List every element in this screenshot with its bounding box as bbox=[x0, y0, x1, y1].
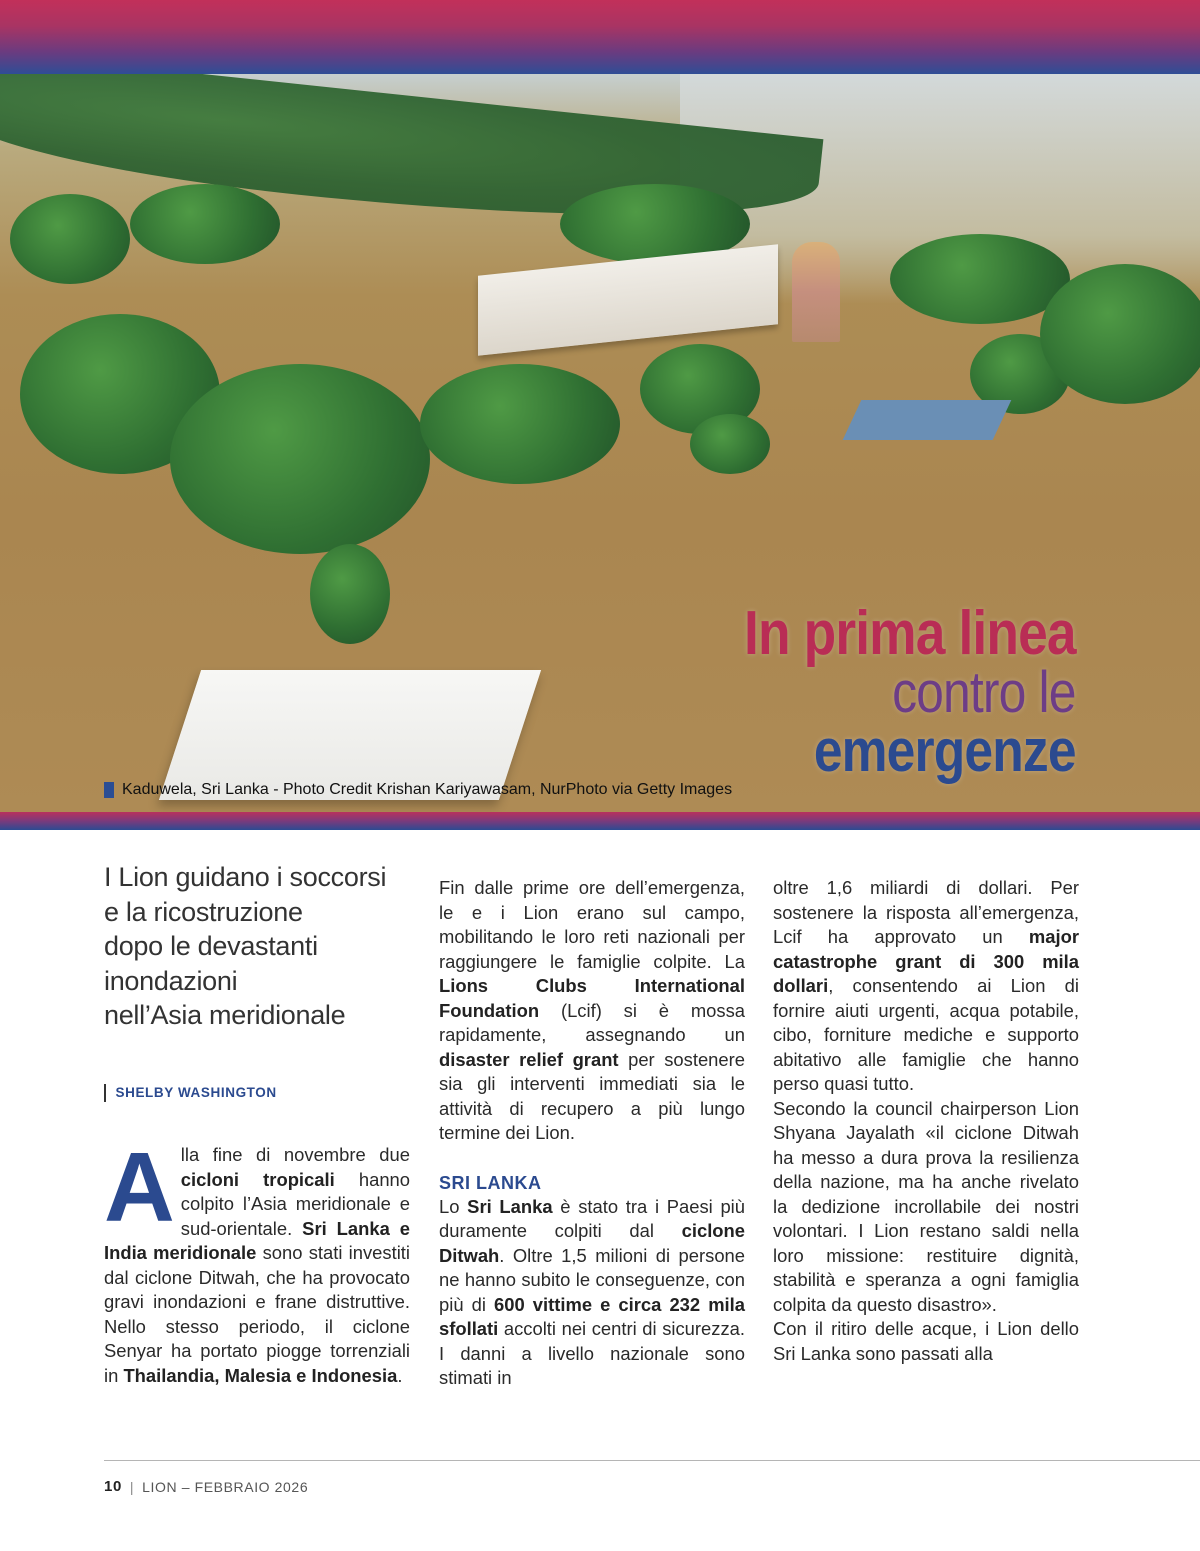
byline-bar bbox=[104, 1084, 106, 1102]
bold-text: 600 vittime e circa 232 mila sfollati bbox=[439, 1293, 746, 1339]
deck-line: dopo le devastanti bbox=[104, 931, 318, 961]
photo-caption bbox=[104, 781, 732, 799]
body-text: . Oltre 1,5 milioni di persone ne hanno subito le conseguenze, con più di bbox=[439, 1244, 745, 1315]
title-line-3: emergenze bbox=[814, 716, 1076, 784]
body-text: accolti nei centri di sicurezza. I danni a livello nazionale sono stimati in bbox=[439, 1318, 745, 1388]
column-3 bbox=[773, 876, 1079, 1366]
page-footer bbox=[104, 1478, 308, 1495]
bold-text: disaster relief grant bbox=[439, 1048, 619, 1070]
intro-paragraph bbox=[104, 1132, 410, 1388]
hero-photo bbox=[0, 74, 1200, 812]
photo-tree bbox=[310, 544, 390, 644]
photo-tree bbox=[690, 414, 770, 474]
footer-rule bbox=[104, 1460, 1200, 1461]
paragraph: Secondo la council chairperson Lion Shyana Jayalath «il ciclone Ditwah ha messo a dura prova la resilienza della nazione, ma ha anche rivelato la dedizione incrollabile dei nostri volontari. I Lion restano saldi nella loro missione: restituire dignità, stabilità e speranza a ogni famiglia colpita da questo disastro». bbox=[773, 1097, 1079, 1315]
author-name: SHELBY WASHINGTON bbox=[115, 1084, 277, 1100]
deck-line: I Lion guidano i soccorsi bbox=[104, 862, 387, 892]
column-1 bbox=[104, 860, 410, 1388]
photo-temple-tower bbox=[792, 242, 840, 342]
photo-shed bbox=[843, 400, 1012, 440]
bold-text: ciclone Ditwah bbox=[439, 1220, 745, 1266]
body-text: (Lcif) si è mossa rapidamente, assegnando un bbox=[439, 999, 745, 1045]
deck-line: nell’Asia meridionale bbox=[104, 1000, 346, 1030]
photo-tree bbox=[10, 194, 130, 284]
body-text: oltre 1,6 miliardi di dollari. Per sostenere la risposta all’emergenza, Lcif ha approvato un bbox=[773, 877, 1079, 947]
page-number: 10 bbox=[104, 1478, 122, 1495]
caption-marker bbox=[104, 782, 114, 798]
title-line-1: In prima linea bbox=[744, 599, 1076, 668]
byline bbox=[104, 1081, 410, 1106]
deck-line: e la ricostruzione bbox=[104, 896, 303, 927]
section-heading-sri-lanka: SRI LANKA bbox=[439, 1172, 542, 1193]
article-deck bbox=[104, 860, 410, 1033]
drop-cap: A bbox=[104, 1132, 175, 1242]
photo-tree bbox=[170, 364, 430, 554]
body-text: Fin dalle prime ore dell’emergenza, le e i Lion erano sul campo, mobilitando le loro reti nazionali per raggiungere le famiglie colpite. La bbox=[439, 877, 745, 972]
top-gradient-band bbox=[0, 0, 1200, 74]
bold-text: major catastrophe grant di 300 mila dollari bbox=[773, 926, 1079, 996]
body-text: per sostenere sia gli interventi immediati sia le attività di recupero a più lungo termine dei Lion. bbox=[439, 1048, 745, 1143]
body-text: lla fine di novembre due bbox=[180, 1144, 410, 1165]
bold-text: Thailandia, Malesia e Indonesia bbox=[123, 1364, 398, 1386]
title-line-2: contro le bbox=[892, 659, 1076, 725]
photo-tree bbox=[130, 184, 280, 264]
paragraph bbox=[773, 876, 1079, 1097]
body-text: è stato tra i Paesi più duramente colpiti dal bbox=[439, 1195, 745, 1241]
caption-text: Kaduwela, Sri Lanka - Photo Credit Krishan Kariyawasam, NurPhoto via Getty Images bbox=[122, 781, 733, 798]
paragraph bbox=[439, 876, 745, 1146]
paragraph bbox=[439, 1195, 745, 1391]
body-text: . bbox=[397, 1364, 403, 1386]
body-text: , consentendo ai Lion di fornire aiuti urgenti, acqua potabile, cibo, forniture mediche e supporto abitativo alle famiglie che hanno perso quasi tutto. bbox=[773, 975, 1079, 1094]
publication-name: LION – FEBBRAIO 2026 bbox=[142, 1478, 309, 1495]
column-2 bbox=[439, 876, 745, 1391]
deck-line: inondazioni bbox=[104, 965, 238, 996]
photo-temple bbox=[478, 244, 778, 356]
article-title bbox=[690, 599, 1076, 784]
photo-tree bbox=[420, 364, 620, 484]
paragraph: Con il ritiro delle acque, i Lion dello Sri Lanka sono passati alla bbox=[773, 1318, 1079, 1364]
bold-text: cicloni tropicali bbox=[180, 1168, 335, 1190]
footer-separator: | bbox=[129, 1478, 135, 1495]
photo-bottom-stripe bbox=[0, 812, 1200, 830]
bold-text: Sri Lanka e India meridionale bbox=[104, 1217, 410, 1263]
body-text: hanno colpito l’Asia meridionale e sud-orientale. bbox=[180, 1168, 410, 1239]
body-text: sono stati investiti dal ciclone Ditwah, che ha provocato gravi inondazioni e frane distruttive. Nello stesso periodo, il ciclone Senyar ha portato piogge torrenziali in bbox=[104, 1242, 410, 1386]
photo-tree bbox=[890, 234, 1070, 324]
bold-text: Lions Clubs International Foundation bbox=[439, 975, 745, 1021]
body-text: Lo bbox=[439, 1195, 468, 1217]
photo-tree bbox=[1040, 264, 1200, 404]
bold-text: Sri Lanka bbox=[467, 1195, 553, 1217]
